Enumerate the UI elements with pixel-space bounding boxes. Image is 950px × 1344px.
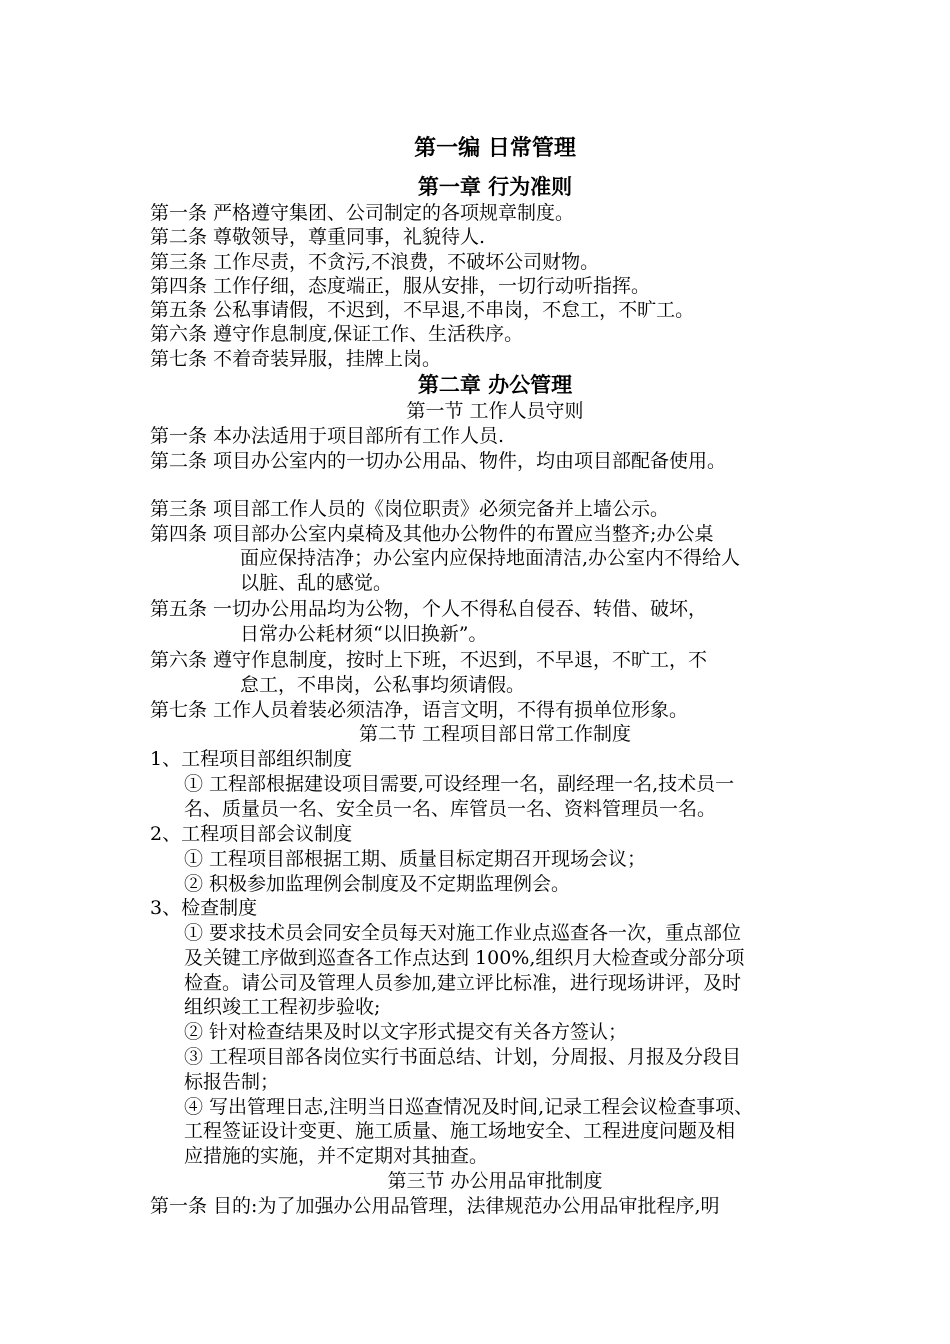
section2-line: ④ 写出管理日志,注明当日巡查情况及时间,记录工程会议检查事项、: [184, 1096, 754, 1118]
chapter1-article: 第一条 严格遵守集团、公司制定的各项规章制度。: [150, 202, 575, 224]
section1-title: 第一节 工作人员守则: [406, 400, 584, 422]
section2-line: 组织竣工工程初步验收;: [184, 996, 381, 1018]
section1-line: 以脏、乱的感觉。: [240, 572, 393, 594]
section2-line: 工程签证设计变更、施工质量、施工场地安全、工程进度问题及相: [184, 1120, 736, 1142]
section1-line: 第二条 项目办公室内的一切办公用品、物件，均由项目部配备使用。: [150, 450, 727, 472]
section1-line: 第一条 本办法适用于项目部所有工作人员.: [150, 425, 505, 447]
section2-line: ② 针对检查结果及时以文字形式提交有关各方签认；: [184, 1021, 628, 1043]
section2-line: ① 工程项目部根据工期、质量目标定期召开现场会议；: [184, 848, 647, 870]
section3-title: 第三节 办公用品审批制度: [387, 1170, 603, 1192]
chapter1-article: 第六条 遵守作息制度,保证工作、生活秩序。: [150, 323, 524, 345]
part-title: 第一编 日常管理: [414, 135, 576, 161]
section2-line: 及关键工序做到巡查各工作点达到 100%,组织月大检查或分部分项: [184, 947, 745, 969]
section1-line: 第六条 遵守作息制度，按时上下班，不迟到，不早退，不旷工，不: [150, 649, 708, 671]
section1-line: 第五条 一切办公用品均为公物，个人不得私自侵吞、转借、破坏，: [150, 598, 708, 620]
section2-line: 标报告制；: [184, 1071, 280, 1093]
section2-line: 名、质量员一名、安全员一名、库管员一名、资料管理员一名。: [184, 798, 717, 820]
section1-line: 第四条 项目部办公室内桌椅及其他办公物件的布置应当整齐;办公桌: [150, 523, 714, 545]
section1-line: 面应保持洁净；办公室内应保持地面清洁,办公室内不得给人: [240, 547, 741, 569]
section1-line: 第七条 工作人员着装必须洁净，语言文明，不得有损单位形象。: [150, 699, 689, 721]
section2-line: 应措施的实施，并不定期对其抽查。: [184, 1145, 489, 1167]
section3-line: 第一条 目的:为了加强办公用品管理，法律规范办公用品审批程序,明: [150, 1195, 720, 1217]
chapter2-title: 第二章 办公管理: [417, 372, 573, 397]
section2-line: ② 积极参加监理例会制度及不定期监理例会。: [184, 873, 571, 895]
section2-line: 1、工程项目部组织制度: [150, 748, 353, 770]
section2-line: ③ 工程项目部各岗位实行书面总结、计划，分周报、月报及分段目: [184, 1046, 742, 1068]
section2-line: 2、工程项目部会议制度: [150, 823, 353, 845]
chapter1-article: 第四条 工作仔细，态度端正，服从安排，一切行动听指挥。: [150, 275, 651, 297]
chapter1-article: 第二条 尊敬领导，尊重同事，礼貌待人.: [150, 226, 486, 248]
section2-line: 3、检查制度: [150, 897, 258, 919]
section2-line: 检查。请公司及管理人员参加,建立评比标准，进行现场讲评，及时: [184, 972, 742, 994]
chapter1-article: 第三条 工作尽责，不贪污,不浪费，不破坏公司财物。: [150, 251, 600, 273]
section2-line: ① 要求技术员会同安全员每天对施工作业点巡查各一次，重点部位: [184, 922, 742, 944]
section2-line: ① 工程部根据建设项目需要,可设经理一名，副经理一名,技术员一: [184, 773, 735, 795]
section1-line: 怠工，不串岗，公私事均须请假。: [240, 674, 526, 696]
chapter1-article: 第七条 不着奇装异服，挂牌上岗。: [150, 348, 442, 370]
section1-line: 日常办公耗材须“以旧换新”。: [240, 623, 488, 645]
section2-title: 第二节 工程项目部日常工作制度: [358, 723, 632, 745]
chapter1-title: 第一章 行为准则: [417, 174, 573, 199]
chapter1-article: 第五条 公私事请假，不迟到，不早退,不串岗，不怠工，不旷工。: [150, 299, 695, 321]
section1-line: 第三条 项目部工作人员的《岗位职责》必须完备并上墙公示。: [150, 498, 670, 520]
